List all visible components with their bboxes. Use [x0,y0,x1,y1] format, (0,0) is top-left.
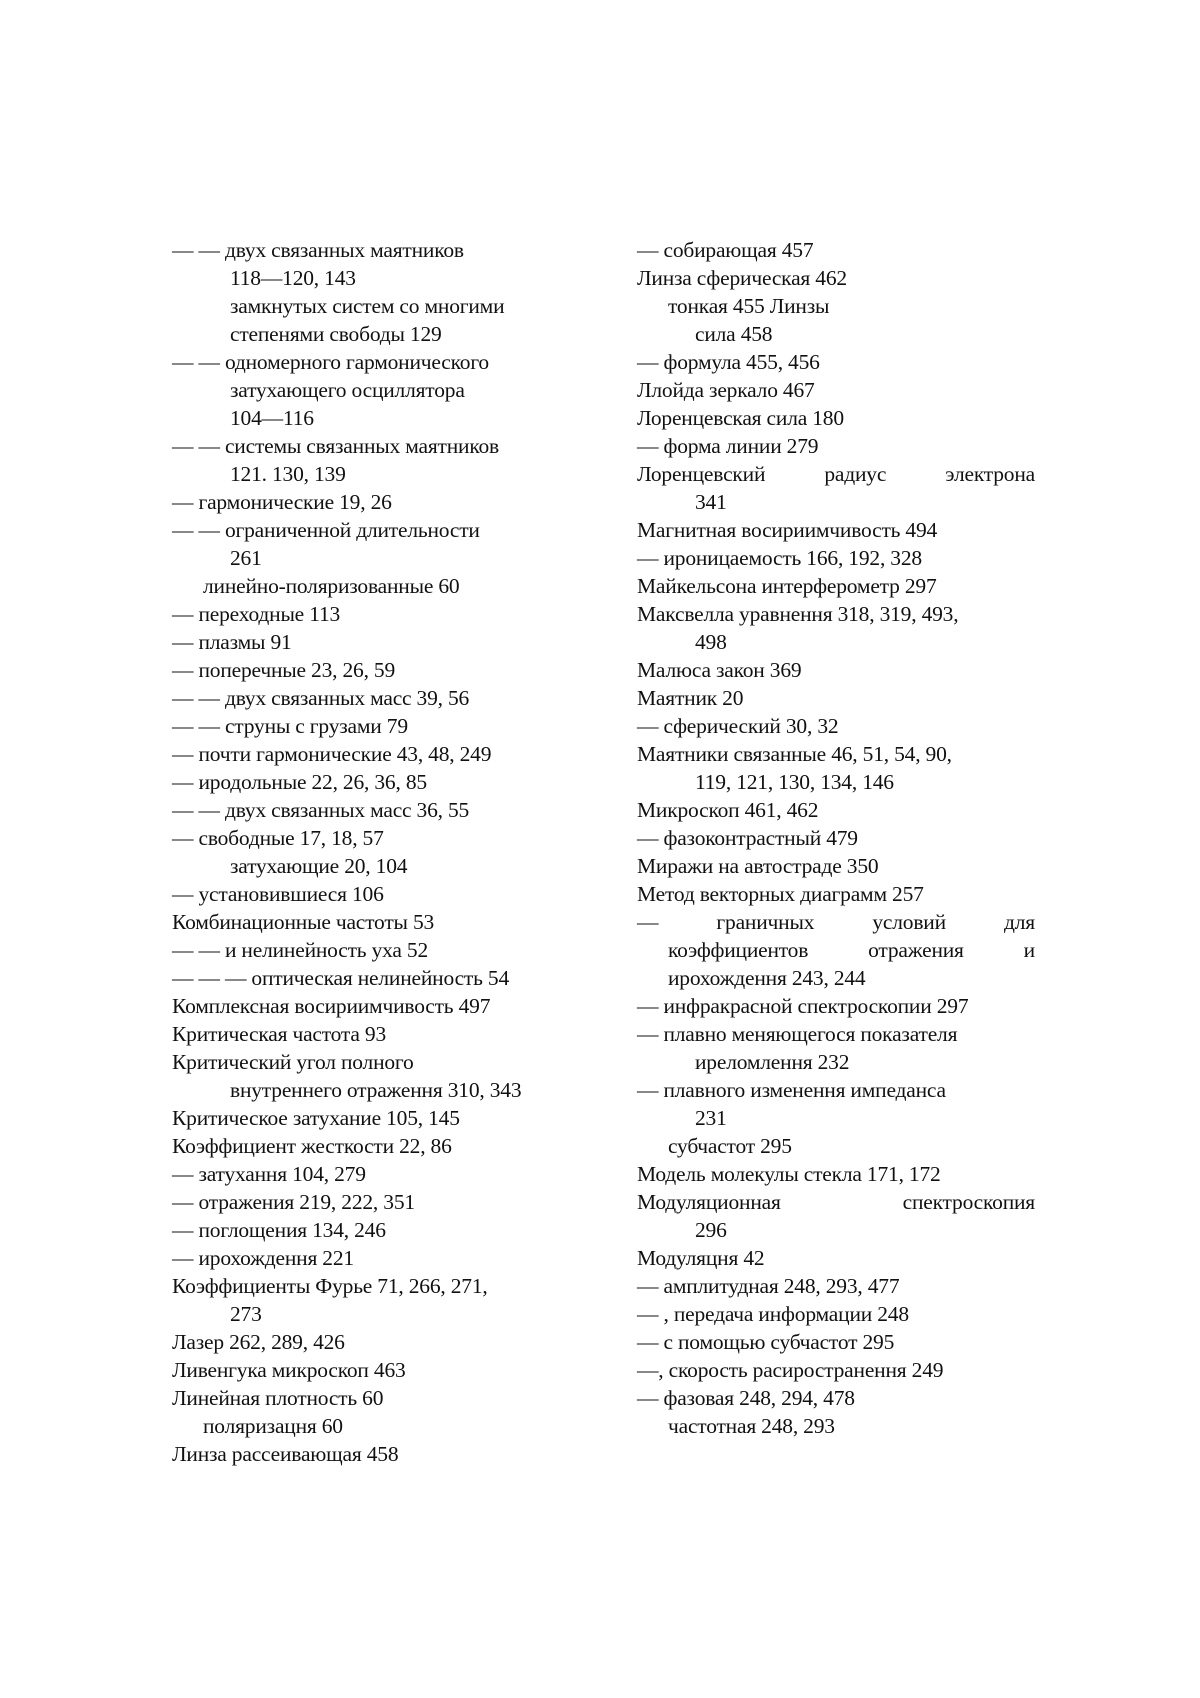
index-entry: 231 [695,1106,727,1130]
index-entry: частотная 248, 293 [668,1414,835,1438]
index-entry: затухающие 20, 104 [230,854,408,878]
index-entry: — свободные 17, 18, 57 [172,826,384,850]
index-entry: поляризацня 60 [203,1414,343,1438]
index-entry: Коэффициент жесткости 22, 86 [172,1134,452,1158]
index-entry: Малюса закон 369 [637,658,802,682]
index-entry: 273 [230,1302,262,1326]
index-entry: Маятники связанные 46, 51, 54, 90, [637,742,952,766]
index-entry: коэффициентов отражения и [668,938,1035,962]
index-entry: — иродольные 22, 26, 36, 85 [172,770,427,794]
index-entry: — с помощью субчастот 295 [637,1330,895,1354]
index-entry: Ливенгука микроскоп 463 [172,1358,406,1382]
index-entry: — амплитудная 248, 293, 477 [637,1274,900,1298]
index-entry: — плавного изменення импеданса [637,1078,946,1102]
index-entry: — поперечные 23, 26, 59 [172,658,396,682]
index-entry: — — — оптическая нелинейность 54 [172,966,509,990]
index-entry: Маятник 20 [637,686,744,710]
index-entry: 498 [695,630,727,654]
index-entry: — — и нелинейность уха 52 [172,938,429,962]
index-entry: — ирохождення 221 [172,1246,354,1270]
index-entry: субчастот 295 [668,1134,792,1158]
index-entry: замкнутых систем со многими [230,294,505,318]
index-entry: 261 [230,546,262,570]
index-entry: — — одномерного гармонического [172,350,489,374]
index-entry: 121. 130, 139 [230,462,346,486]
index-entry: 119, 121, 130, 134, 146 [695,770,894,794]
index-entry: Максвелла уравнення 318, 319, 493, [637,602,959,626]
index-entry: Линза рассеивающая 458 [172,1442,399,1466]
index-entry: — сферический 30, 32 [637,714,839,738]
index-entry: — затухання 104, 279 [172,1162,366,1186]
index-entry: —, скорость расиространення 249 [637,1358,944,1382]
index-entry: Комплексная восириимчивость 497 [172,994,491,1018]
index-entry: 296 [695,1218,727,1242]
index-entry: 118—120, 143 [230,266,356,290]
index-entry: ирохождення 243, 244 [668,966,866,990]
index-left-column [172,236,582,1468]
index-entry: Лоренцевский радиус электрона [637,462,1035,486]
index-entry: внутреннего отраження 310, 343 [230,1078,522,1102]
index-entry: — плавно меняющегося показателя [637,1022,958,1046]
index-entry: — — двух связанных масс 39, 56 [172,686,470,710]
index-entry: — собирающая 457 [637,238,814,262]
index-entry: — — двух связанных маятников [172,238,464,262]
index-entry: 341 [695,490,727,514]
index-entry: иреломлення 232 [695,1050,850,1074]
index-entry: 104—116 [230,406,314,430]
index-entry: Линза сферическая 462 [637,266,847,290]
index-entry: степенями свободы 129 [230,322,442,346]
index-entry: — — ограниченной длительности [172,518,480,542]
index-entry: — — струны с грузами 79 [172,714,408,738]
index-entry: — — системы связанных маятников [172,434,499,458]
index-entry: сила 458 [695,322,773,346]
index-entry: — ироницаемость 166, 192, 328 [637,546,922,570]
index-entry: — плазмы 91 [172,630,292,654]
index-entry: Критический угол полного [172,1050,414,1074]
index-entry: Модуляцня 42 [637,1246,765,1270]
index-entry: — формула 455, 456 [637,350,820,374]
index-entry: — почти гармонические 43, 48, 249 [172,742,492,766]
index-entry: Майкельсона интерферометр 297 [637,574,937,598]
index-entry: Ллойда зеркало 467 [637,378,815,402]
index-entry: Микроскоп 461, 462 [637,798,819,822]
index-entry: Комбинационные частоты 53 [172,910,435,934]
index-entry: — отражения 219, 222, 351 [172,1190,415,1214]
index-entry: — поглощения 134, 246 [172,1218,386,1242]
index-entry: линейно-поляризованные 60 [203,574,460,598]
index-entry: Миражи на автостраде 350 [637,854,879,878]
index-entry: Лоренцевская сила 180 [637,406,844,430]
index-entry: Магнитная восириимчивость 494 [637,518,938,542]
index-entry: — — двух связанных масс 36, 55 [172,798,470,822]
index-entry: — фазовая 248, 294, 478 [637,1386,855,1410]
index-entry: — установившиеся 106 [172,882,384,906]
index-entry: — фазоконтрастный 479 [637,826,858,850]
index-entry: затухающего осциллятора [230,378,465,402]
index-entry: Коэффициенты Фурье 71, 266, 271, [172,1274,488,1298]
index-entry: тонкая 455 Линзы [668,294,830,318]
index-entry: — граничных условий для [637,910,1035,934]
index-entry: Критическое затухание 105, 145 [172,1106,460,1130]
index-entry: — форма линии 279 [637,434,819,458]
index-entry: Модуляционная спектроскопия [637,1190,1035,1214]
index-entry: — инфракрасной спектроскопии 297 [637,994,969,1018]
index-entry: — гармонические 19, 26 [172,490,392,514]
index-entry: Метод векторных диаграмм 257 [637,882,924,906]
index-entry: Линейная плотность 60 [172,1386,384,1410]
index-entry: — , передача информации 248 [637,1302,909,1326]
index-right-column [637,236,1035,1440]
index-entry: Критическая частота 93 [172,1022,387,1046]
index-entry: — переходные 113 [172,602,341,626]
index-entry: Модель молекулы стекла 171, 172 [637,1162,941,1186]
index-entry: Лазер 262, 289, 426 [172,1330,345,1354]
